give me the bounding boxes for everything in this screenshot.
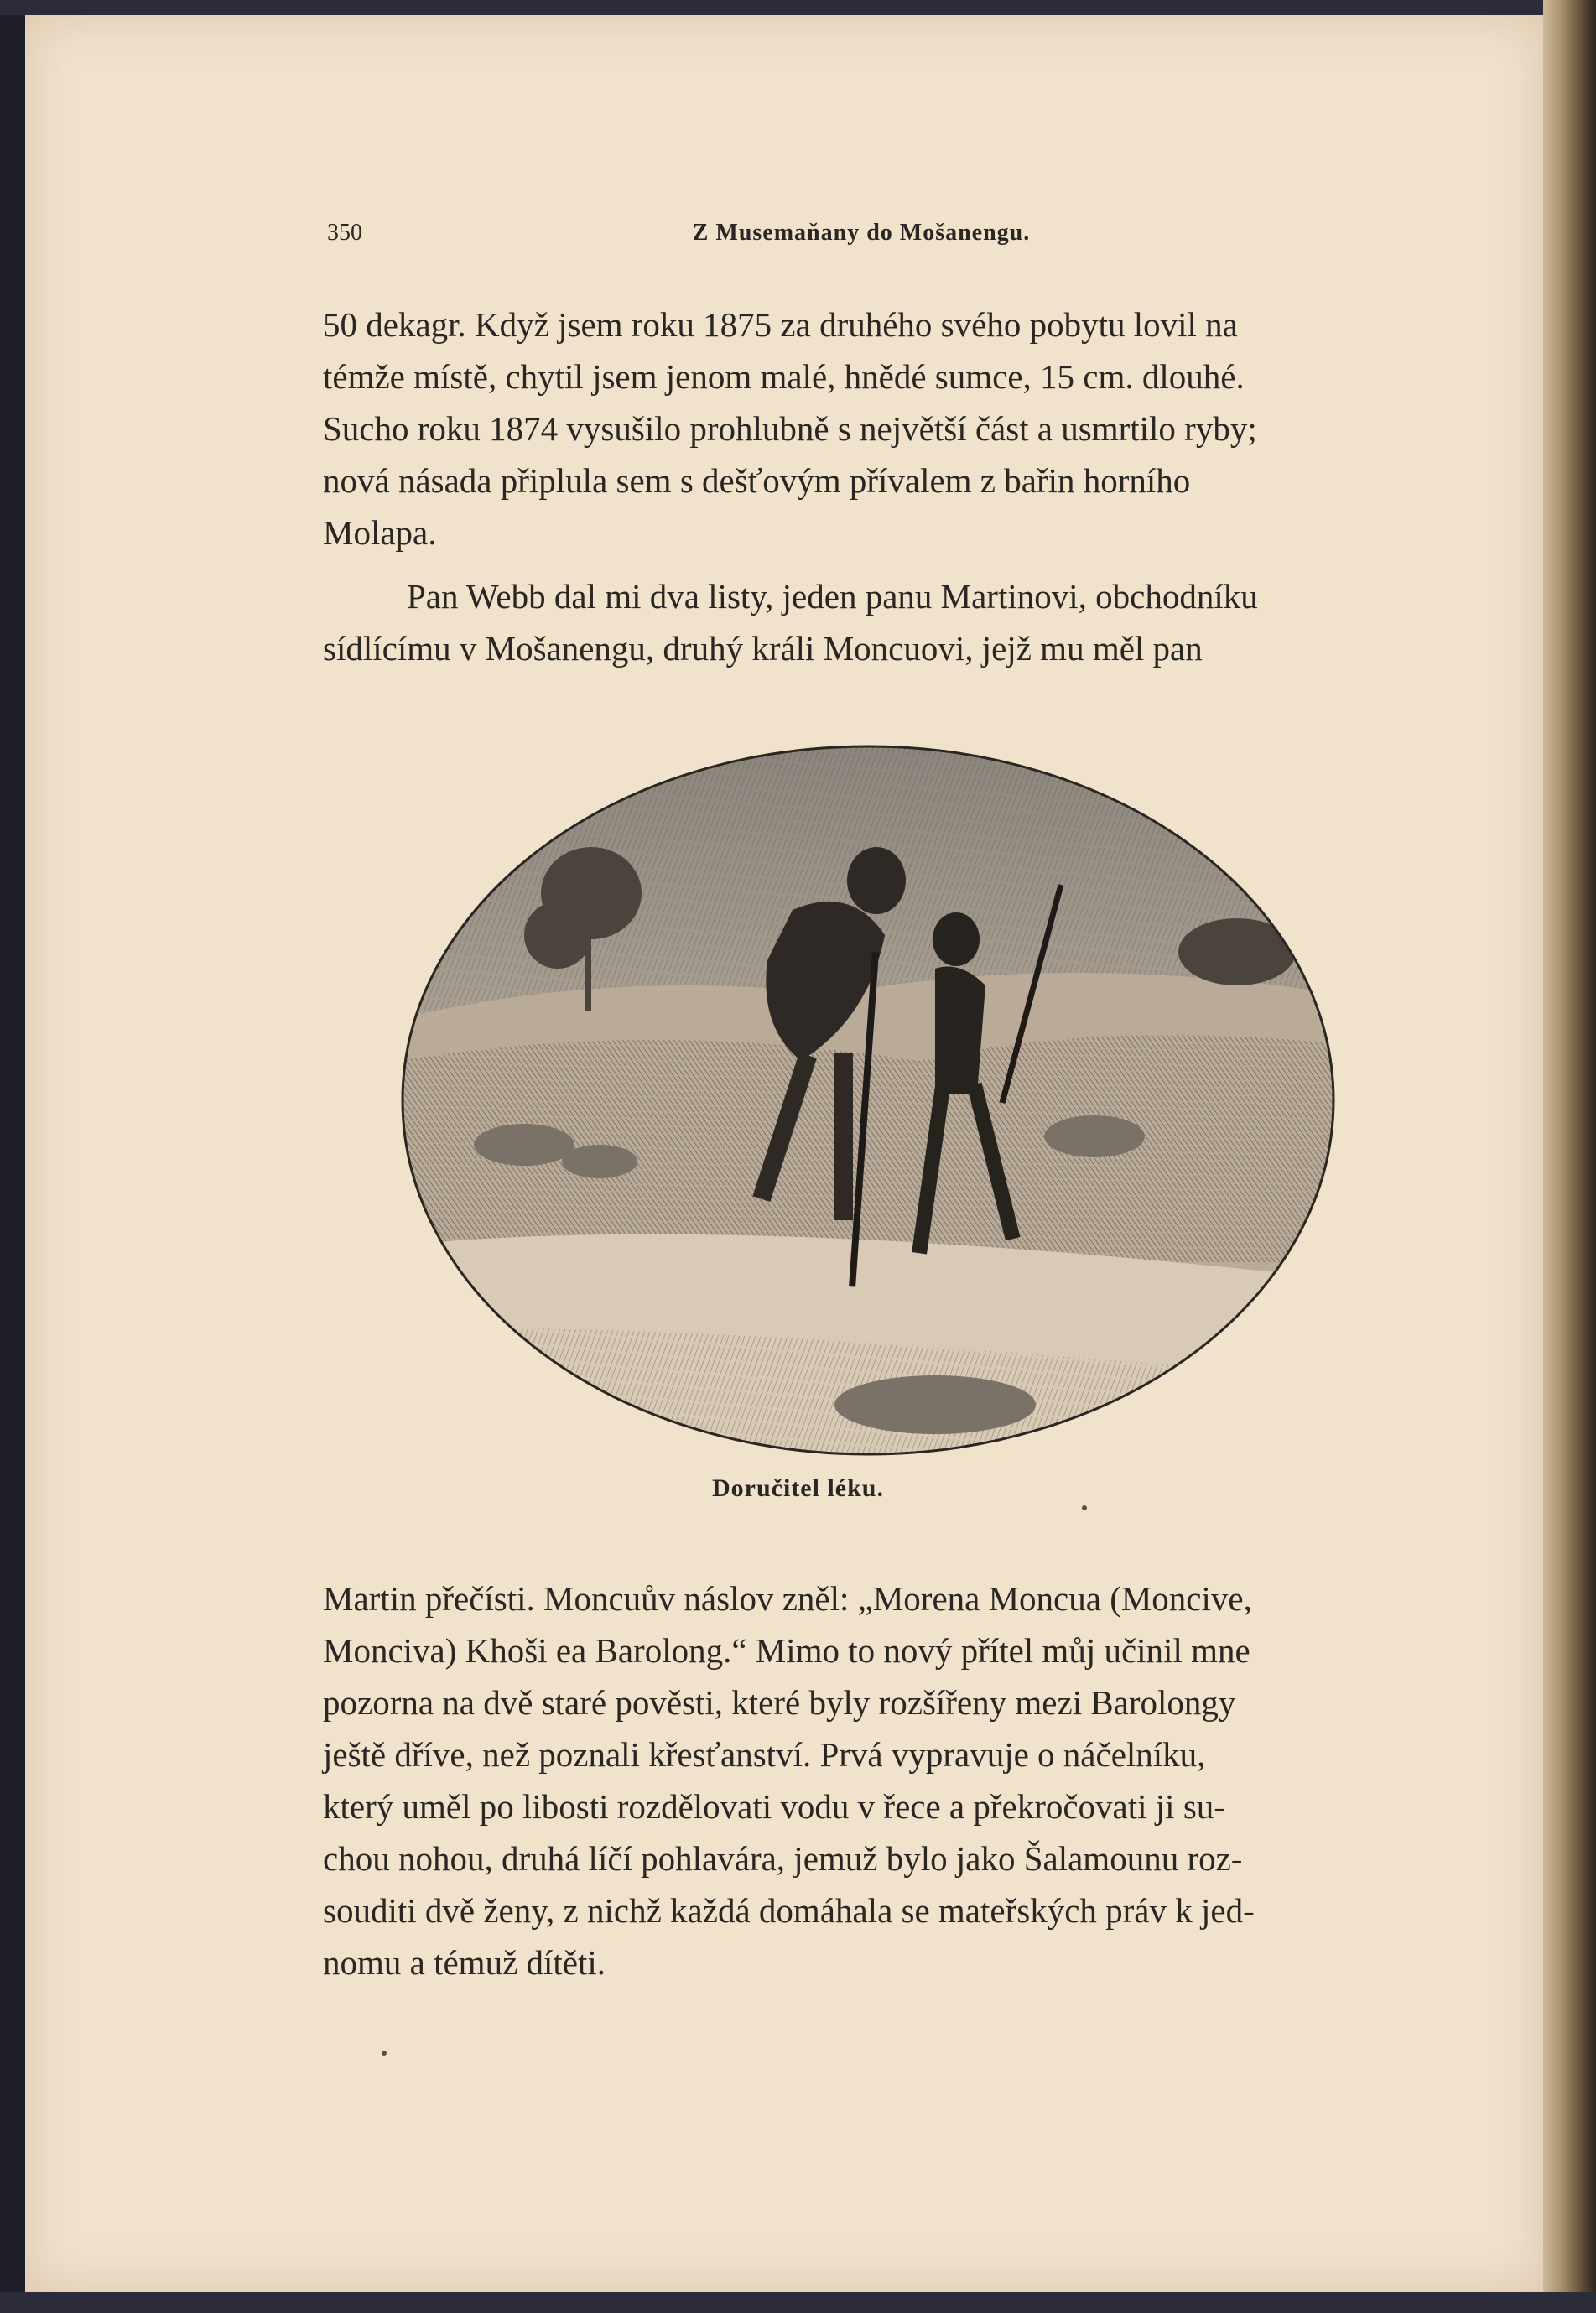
text-line: Martin přečísti. Moncuův náslov zněl: „Morena Moncua (Moncive, xyxy=(323,1579,1252,1618)
paragraph xyxy=(323,1572,1417,1988)
page-number: 350 xyxy=(327,220,362,246)
text-line: chou nohou, druhá líčí pohlavára, jemuž bylo jako Šalamounu roz- xyxy=(323,1839,1243,1878)
text-line: který uměl po libosti rozdělovati vodu v řece a překročovati ji su- xyxy=(323,1787,1225,1826)
text-block-bottom xyxy=(323,1572,1417,1988)
text-line: nová násada připlula sem s dešťovým přívalem z bařin horního xyxy=(323,461,1191,500)
print-speck xyxy=(1082,1505,1087,1510)
paragraph xyxy=(323,299,1417,559)
page-header xyxy=(304,220,1419,253)
text-line: nomu a témuž dítěti. xyxy=(323,1943,606,1982)
engraving-illustration xyxy=(398,742,1338,1459)
text-line: témže místě, chytil jsem jenom malé, hnědé sumce, 15 cm. dlouhé. xyxy=(323,357,1245,396)
print-speck xyxy=(382,2051,387,2056)
text-line: Sucho roku 1874 vysušilo prohlubně s největší část a usmrtilo ryby; xyxy=(323,409,1257,448)
book-spine-edge xyxy=(1543,0,1596,2313)
text-line: ještě dříve, než poznali křesťanství. Prvá vypravuje o náčelníku, xyxy=(323,1735,1206,1774)
text-line: sídlícímu v Mošanengu, druhý králi Moncuovi, jejž mu měl pan xyxy=(323,629,1203,668)
paragraph xyxy=(323,570,1417,674)
text-line: Molapa. xyxy=(323,513,437,552)
illustration-caption: Doručitel léku. xyxy=(712,1474,884,1502)
text-block-top xyxy=(323,299,1417,674)
text-line: pozorna na dvě staré pověsti, které byly rozšířeny mezi Barolongy xyxy=(323,1683,1236,1722)
scan-top-border xyxy=(0,0,1596,15)
text-line: Monciva) Khoši ea Barolong.“ Mimo to nový přítel můj učinil mne xyxy=(323,1631,1250,1670)
text-line: souditi dvě ženy, z nichž každá domáhala se mateřských práv k jed- xyxy=(323,1891,1255,1930)
text-line: 50 dekagr. Když jsem roku 1875 za druhého svého pobytu lovil na xyxy=(323,305,1238,344)
running-title: Z Musemaňany do Mošanengu. xyxy=(692,220,1031,246)
scan-bottom-border xyxy=(0,2292,1596,2313)
text-line: Pan Webb dal mi dva listy, jeden panu Martinovi, obchodníku xyxy=(407,577,1258,616)
